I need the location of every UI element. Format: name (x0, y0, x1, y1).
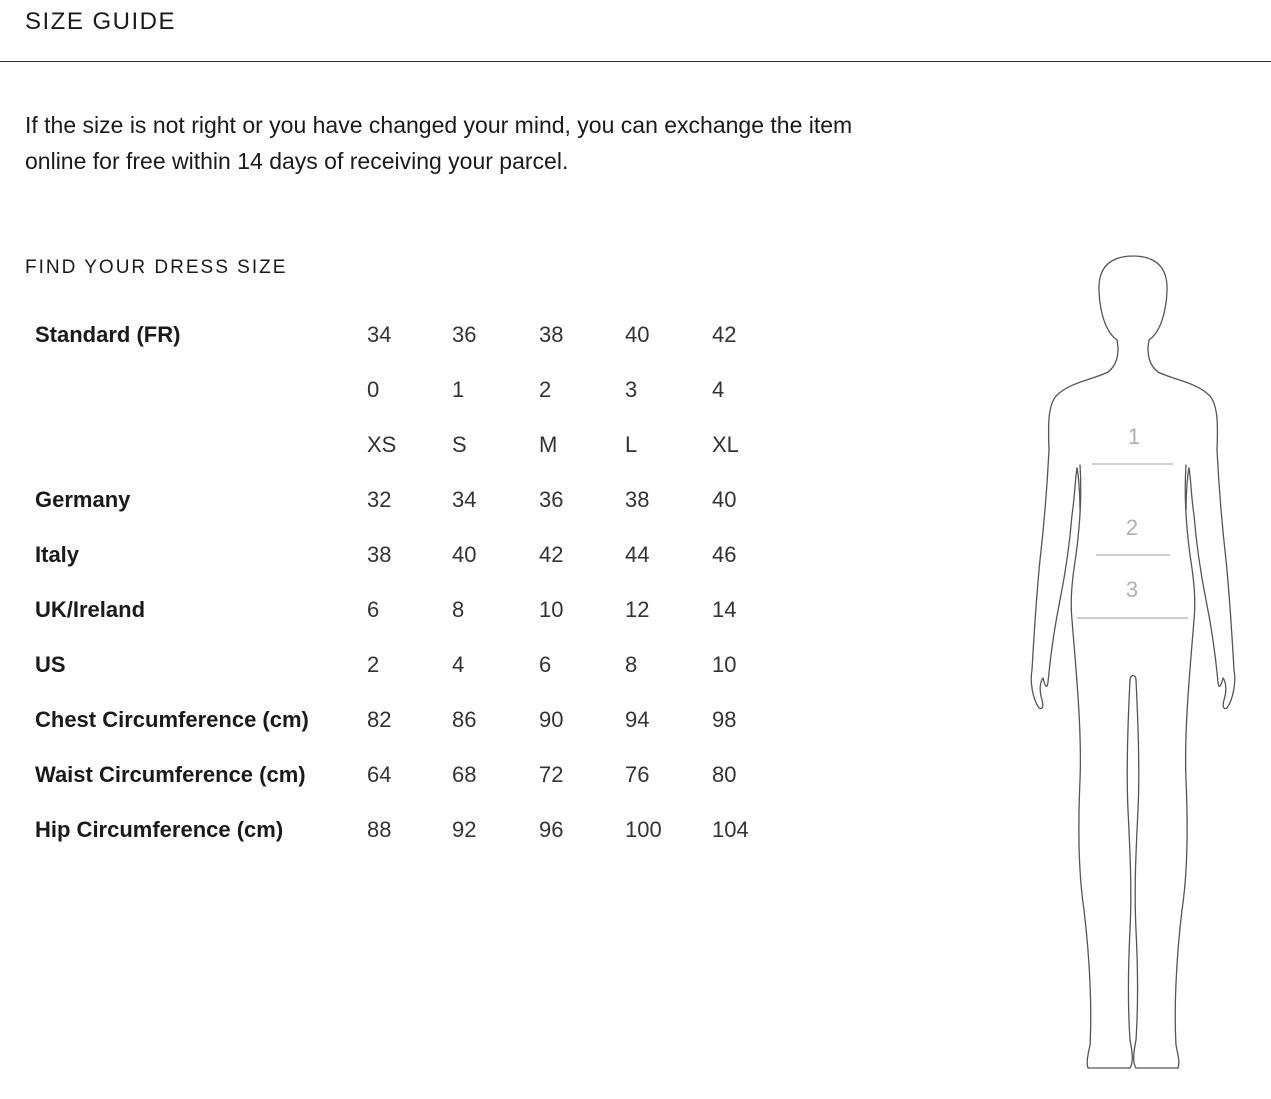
size-cell: 86 (452, 706, 477, 732)
head-outline (1099, 256, 1167, 340)
size-cell: 38 (367, 541, 392, 567)
size-cell: 34 (452, 486, 477, 512)
waist-marker: 2 (1125, 515, 1139, 540)
size-cell: 68 (452, 761, 477, 787)
table-row (35, 307, 772, 362)
size-cell: 4 (452, 651, 465, 677)
size-cell: XL (712, 431, 739, 457)
row-label: Standard (FR) (35, 321, 181, 347)
size-cell: 64 (367, 761, 392, 787)
size-table (35, 307, 772, 857)
size-cell: M (539, 431, 558, 457)
size-cell: 82 (367, 706, 392, 732)
crotch-outline (1130, 676, 1136, 681)
size-cell: 2 (367, 651, 380, 677)
table-row (35, 637, 772, 692)
size-cell: 96 (539, 816, 564, 842)
table-row (35, 747, 772, 802)
size-cell: 4 (712, 376, 725, 402)
row-label: UK/Ireland (35, 596, 146, 622)
size-cell: S (452, 431, 467, 457)
row-label: Waist Circumference (cm) (35, 761, 306, 787)
size-cell: 40 (625, 321, 650, 347)
exchange-info-text: If the size is not right or you have changed your mind, you can exchange the item online for free within 14 days of receiving your parcel. (25, 112, 853, 174)
section-title: FIND YOUR DRESS SIZE (25, 257, 288, 278)
size-cell: 90 (539, 706, 564, 732)
size-cell: 2 (539, 376, 552, 402)
row-label (35, 417, 367, 472)
size-cell: 44 (625, 541, 650, 567)
size-cell: 40 (712, 486, 737, 512)
size-cell: 8 (625, 651, 638, 677)
size-cell: 10 (712, 651, 737, 677)
table-row (35, 692, 772, 747)
size-cell: L (625, 431, 638, 457)
row-label: Germany (35, 486, 131, 512)
chest-marker: 1 (1127, 424, 1141, 449)
size-cell: 32 (367, 486, 392, 512)
size-cell: 104 (712, 816, 749, 842)
row-label: Hip Circumference (cm) (35, 816, 284, 842)
size-cell: 76 (625, 761, 650, 787)
table-row (35, 582, 772, 637)
size-cell: 92 (452, 816, 477, 842)
table-row (35, 802, 772, 857)
size-cell: 36 (539, 486, 564, 512)
table-row (35, 362, 772, 417)
size-cell: 1 (452, 376, 465, 402)
size-cell: 80 (712, 761, 737, 787)
row-label (35, 362, 367, 417)
size-cell: 100 (625, 816, 662, 842)
size-cell: 12 (625, 596, 650, 622)
size-guide-header (0, 0, 1271, 62)
row-label: US (35, 651, 66, 677)
hip-marker: 3 (1125, 577, 1139, 602)
size-cell: 72 (539, 761, 564, 787)
right-inner-arm (1186, 468, 1189, 510)
row-label: Italy (35, 541, 80, 567)
size-cell: 10 (539, 596, 564, 622)
size-cell: 36 (452, 321, 477, 347)
size-cell: 38 (539, 321, 564, 347)
body-outline (1031, 256, 1234, 1068)
table-row (35, 417, 772, 472)
size-cell: 94 (625, 706, 650, 732)
size-cell: 8 (452, 596, 465, 622)
size-cell: 42 (539, 541, 564, 567)
table-row (35, 527, 772, 582)
row-label: Chest Circumference (cm) (35, 706, 309, 732)
size-cell: 88 (367, 816, 392, 842)
size-cell: 14 (712, 596, 737, 622)
body-measurement-figure (1020, 250, 1250, 1080)
table-row (35, 472, 772, 527)
size-cell: 42 (712, 321, 737, 347)
size-cell: 34 (367, 321, 392, 347)
size-cell: 6 (367, 596, 380, 622)
measurement-markers (1126, 424, 1140, 602)
size-cell: 38 (625, 486, 650, 512)
size-cell: 46 (712, 541, 737, 567)
size-cell: 0 (367, 376, 380, 402)
size-cell: 98 (712, 706, 737, 732)
page-title: SIZE GUIDE (25, 8, 177, 35)
left-inner-arm (1077, 468, 1080, 510)
size-cell: 3 (625, 376, 638, 402)
size-cell: XS (367, 431, 397, 457)
size-cell: 40 (452, 541, 477, 567)
size-cell: 6 (539, 651, 552, 677)
